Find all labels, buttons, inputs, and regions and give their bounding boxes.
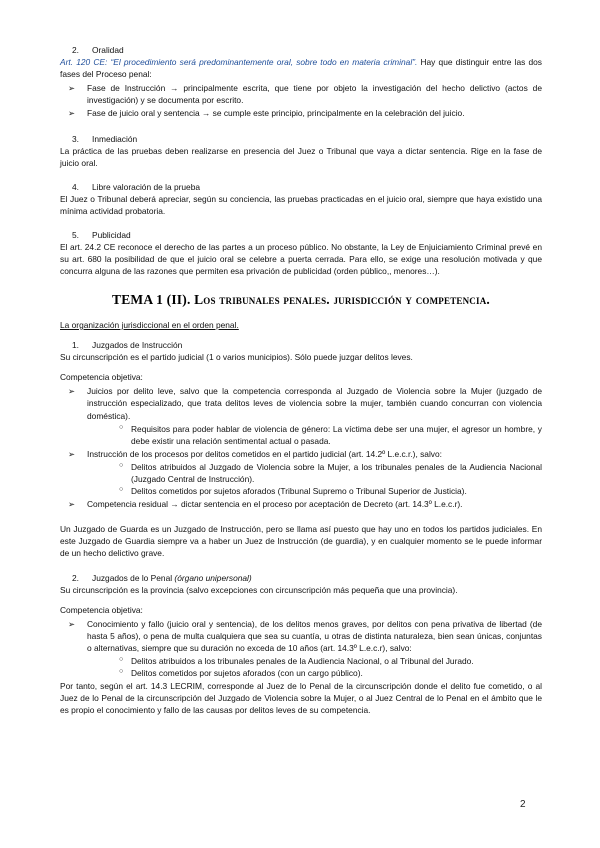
list-item (60, 618, 542, 679)
list-item-text: Fase de juicio oral y sentencia → se cumple este principio, principalmente en la celebración del juicio. (87, 108, 465, 119)
circle-bullet-icon: ○ (119, 656, 124, 664)
list-item (60, 82, 542, 106)
sub-list (87, 423, 542, 447)
section-number: 2. (72, 45, 79, 55)
section-number: 4. (72, 181, 79, 192)
circle-bullet-icon: ○ (119, 486, 124, 494)
section-heading-publicidad (72, 229, 542, 241)
section-title-text: Juzgados de lo Penal (92, 572, 173, 583)
competencia-objetiva-label: Competencia objetiva: (60, 604, 143, 615)
section-number: 2. (72, 572, 79, 583)
organizacion-heading: La organización jurisdiccional en el orden penal. (60, 319, 239, 330)
art-120-quote: Art. 120 CE: “El procedimiento será predominantemente oral, sobre todo en materia criminal”. (60, 57, 418, 68)
section-title: Publicidad (92, 230, 131, 241)
sub-list (87, 461, 542, 497)
section-heading-inmediacion (72, 133, 542, 145)
oralidad-intro (60, 56, 542, 80)
list-item-text: Fase de Instrucción → principalmente escrita, que tiene por objeto la investigación del hecho delictivo (actos de investigación) y se documenta por escrito. (87, 83, 542, 106)
page-number: 2 (520, 799, 526, 810)
list-item-text: Instrucción de los procesos por delitos cometidos en el partido judicial (art. 14.2º L.e.c.r.), salvo: (87, 448, 442, 459)
arrow-bullet-icon: ➢ (68, 448, 76, 459)
list-item-text: Conocimiento y fallo (juicio oral y sentencia), de los delitos menos graves, por delitos con pena privativa de libertad (de hasta 5 años), o pena de multa cualquiera que sea su cuantía, u otras de distinta naturaleza, bien sean únicas, conjuntas o alternativas, siempre que su duración no exceda de 10 años (art. 14.3º L.e.c.r), salvo: (87, 618, 542, 653)
oralidad-bullets (60, 82, 542, 119)
list-item-text: Juicios por delito leve, salvo que la competencia corresponda al Juzgado de Violencia sobre la Mujer (juzgado de instrucción especializado, que trata delitos leves de violencia sobre la mujer, también cuando concurran con violencia doméstica). (87, 386, 542, 421)
sub-list-item-text: Delitos cometidos por sujetos aforados (con un cargo público). (131, 668, 363, 679)
libre-valoracion-text: El Juez o Tribunal deberá apreciar, según su conciencia, las pruebas practicadas en el juicio oral, siempre que haya existido una mínima actividad probatoria. (60, 193, 542, 217)
inmediacion-text: La práctica de las pruebas deben realizarse en presencia del Juez o Tribunal que vaya a dictar sentencia. Rige en la fase de juicio oral. (60, 145, 542, 168)
penal-competencia-list (60, 618, 542, 679)
arrow-bullet-icon: ➢ (68, 83, 76, 94)
section-title: Oralidad (92, 45, 124, 55)
sub-list-item-text: Delitos atribuidos al Juzgado de Violencia sobre la Mujer, a los tribunales penales de la Audiencia Nacional (Juzgado Central de Instrucción). (131, 461, 542, 484)
section-number: 5. (72, 230, 79, 241)
section-title-note: (órgano unipersonal) (174, 572, 252, 583)
section-number: 1. (72, 340, 79, 351)
section-title: Inmediación (92, 133, 138, 144)
penal-closing-text: Por tanto, según el art. 14.3 LECRIM, corresponde al Juez de lo Penal de la circunscripción donde el delito fue cometido, o al Juez de lo Penal de la circunscripción del Juzgado de Violencia sobre la Mujer, o al Juez Central de lo Penal en el ámbito que le es propio el conocimiento y fallo de las causas por delitos leves de su competencia. (60, 681, 542, 716)
section-title: Libre valoración de la prueba (92, 181, 201, 192)
section-heading-juzgados-instruccion (72, 339, 542, 351)
sub-list-item-text: Delitos atribuidos a los tribunales penales de la Audiencia Nacional, o al Tribunal del Jurado. (131, 656, 474, 667)
penal-circunscripcion: Su circunscripción es la provincia (salvo excepciones con circunscripción más pequeña que una provincia). (60, 584, 458, 595)
circle-bullet-icon: ○ (119, 668, 124, 676)
juzgado-guardia-text: Un Juzgado de Guarda es un Juzgado de Instrucción, pero se llama así puesto que hay uno en todos los partidos judiciales. En este Juzgado de Guardia siempre va a haber un Juez de Instrucción (de guardia), y en cualquier momento se le puede informar de un hecho delictivo grave. (60, 524, 542, 559)
section-number: 3. (72, 133, 79, 144)
sub-list-item (87, 485, 542, 497)
arrow-bullet-icon: ➢ (68, 499, 76, 510)
sub-list-item (87, 667, 542, 679)
section-heading-libre-valoracion (72, 181, 542, 193)
circle-bullet-icon: ○ (119, 461, 124, 469)
sub-list-item (87, 461, 542, 485)
list-item (60, 385, 542, 446)
sub-list-item (87, 423, 542, 447)
arrow-bullet-icon: ➢ (68, 618, 76, 629)
list-item (60, 498, 542, 510)
instruccion-competencia-list (60, 385, 542, 510)
section-title (92, 572, 252, 584)
section-heading-juzgados-penal (72, 572, 542, 584)
document-page (60, 44, 542, 717)
sub-list-item-text: Delitos cometidos por sujetos aforados (Tribunal Supremo o Tribunal Superior de Justicia). (131, 486, 467, 497)
sub-list-item (87, 655, 542, 667)
tema-title: TEMA 1 (II). Los tribunales penales. jurisdicción y competencia. (112, 291, 490, 307)
section-heading-oralidad (72, 44, 542, 56)
sub-list-item-text: Requisitos para poder hablar de violencia de género: La víctima debe ser una mujer, el agresor un hombre, y debe existir una relación sentimental actual o pasada. (131, 423, 542, 446)
list-item-text: Competencia residual → dictar sentencia en el proceso por aceptación de Decreto (art. 14.3º L.e.c.r). (87, 499, 463, 510)
competencia-objetiva-label: Competencia objetiva: (60, 372, 143, 383)
list-item (60, 448, 542, 497)
publicidad-text: El art. 24.2 CE reconoce el derecho de las partes a un proceso público. No obstante, la Ley de Enjuiciamiento Criminal prevé en su art. 680 la posibilidad de que el juicio oral se celebre a puerta cerrada. Para ello, se exige una resolución motivada y que concurra alguna de las razones que permiten esa privación de publicidad (orden público,, menores…). (60, 242, 542, 277)
arrow-bullet-icon: ➢ (68, 108, 76, 119)
intro-rest: Hay que distinguir entre las dos fases del Proceso penal: (60, 57, 542, 80)
list-item (60, 107, 542, 119)
section-title: Juzgados de Instrucción (92, 340, 183, 351)
circle-bullet-icon: ○ (119, 423, 124, 431)
arrow-bullet-icon: ➢ (68, 386, 76, 397)
instruccion-circunscripcion: Su circunscripción es el partido judicial (1 o varios municipios). Sólo puede juzgar delitos leves. (60, 352, 413, 363)
sub-list (87, 655, 542, 679)
